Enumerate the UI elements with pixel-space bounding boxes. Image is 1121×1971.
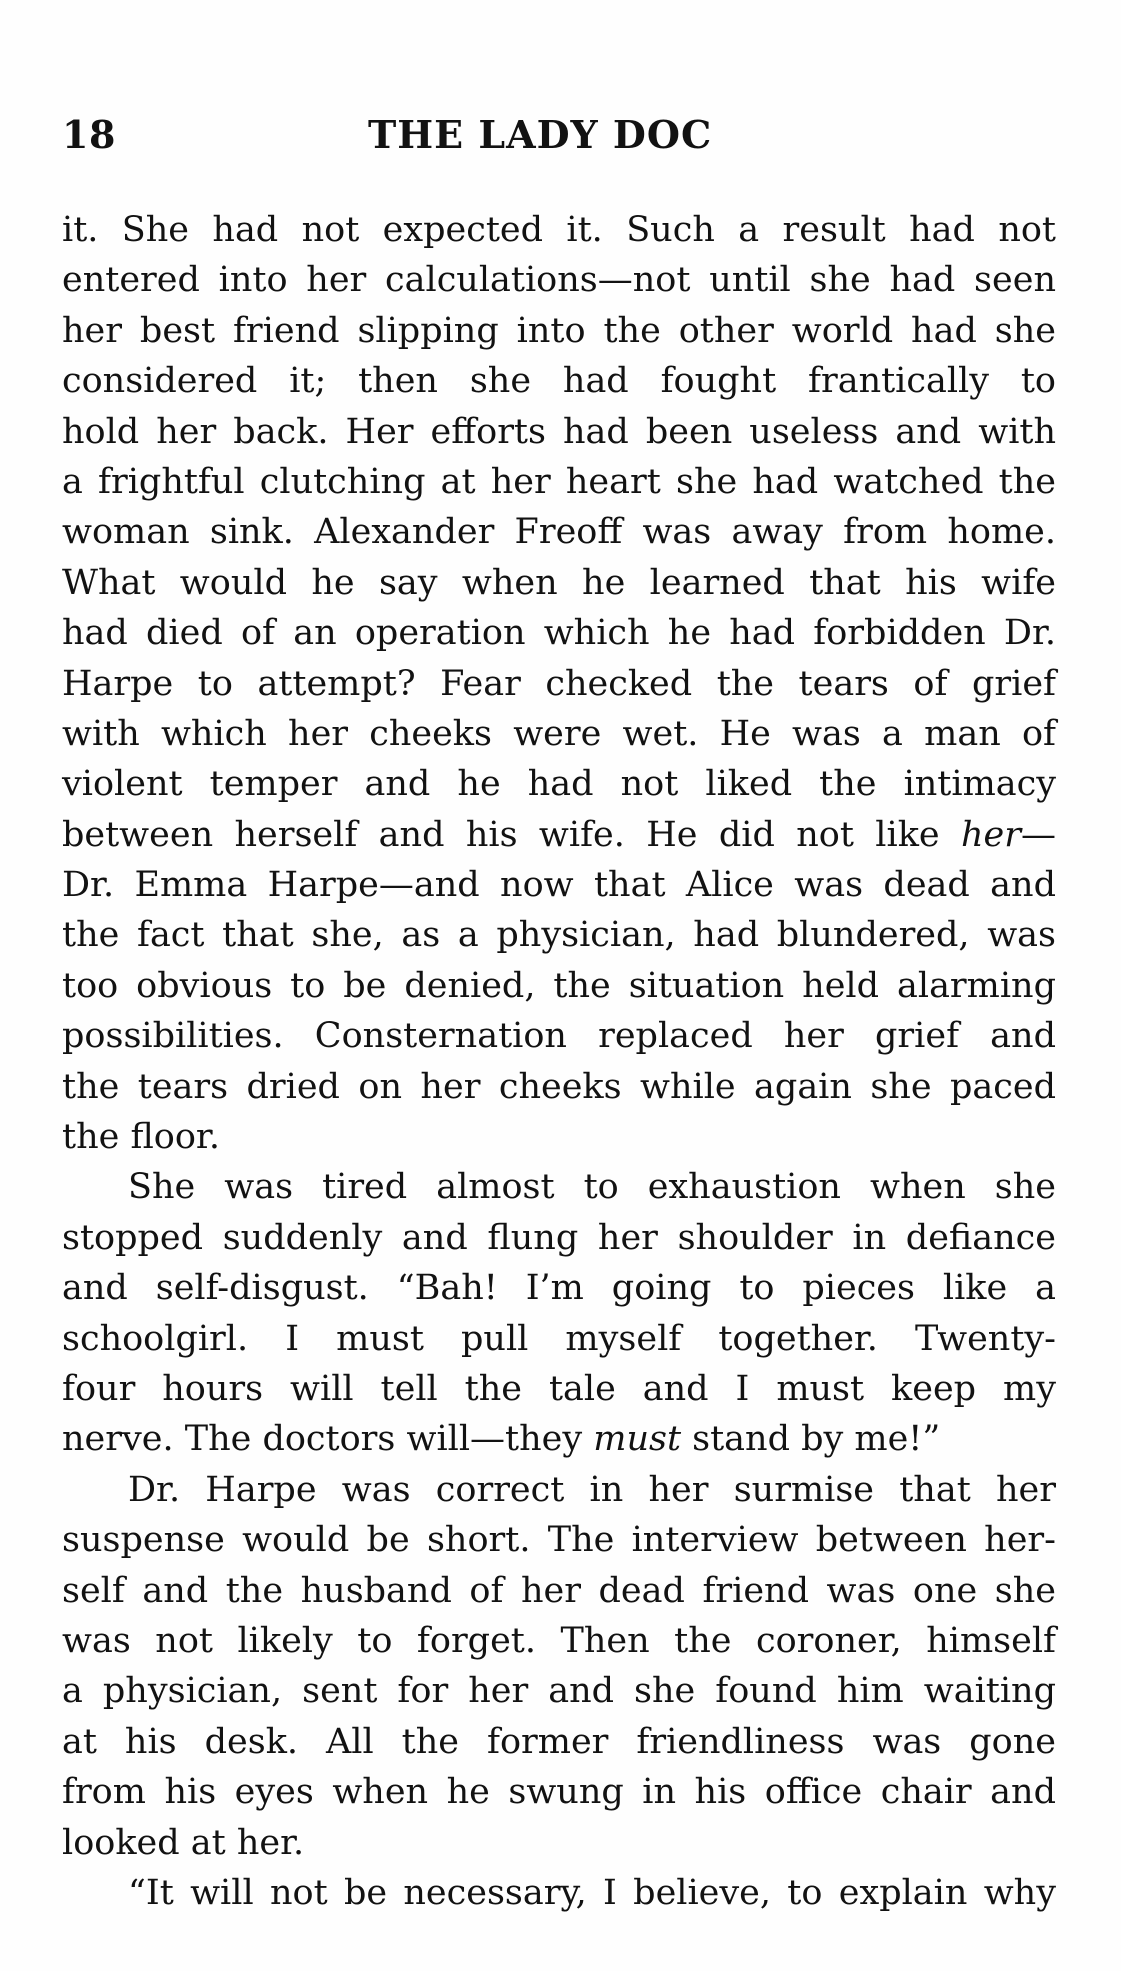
text-line: entered into her calculations—not until she had seen	[62, 260, 1056, 301]
text-line	[62, 810, 1056, 860]
text-line: suspense would be short. The interview between her-	[62, 1520, 1056, 1561]
page-number: 18	[62, 112, 116, 157]
text-line: was not likely to forget. Then the coroner, himself	[62, 1620, 1056, 1661]
text-run: —	[1021, 814, 1056, 855]
text-line: Harpe to attempt? Fear checked the tears of grief	[62, 663, 1056, 704]
text-line: schoolgirl. I must pull myself together. Twenty-	[62, 1318, 1056, 1359]
text-line: woman sink. Alexander Freoff was away from home.	[62, 512, 1056, 553]
text-line: the fact that she, as a physician, had blundered, was	[62, 915, 1056, 956]
text-line: possibilities. Consternation replaced her grief and	[62, 1016, 1056, 1057]
text-line: Dr. Emma Harpe—and now that Alice was dead and	[62, 865, 1056, 906]
text-line: from his eyes when he swung in his office chair and	[62, 1772, 1056, 1813]
text-run: between herself and his wife. He did not like	[62, 814, 961, 855]
text-line: a frightful clutching at her heart she had watched the	[62, 461, 1056, 502]
text-line: a physician, sent for her and she found him waiting	[62, 1671, 1056, 1712]
text-run: stand by me!”	[681, 1419, 941, 1460]
paragraph	[62, 1162, 1056, 1464]
text-line: What would he say when he learned that his wife	[62, 562, 1056, 603]
text-line: hold her back. Her efforts had been useless and with	[62, 411, 1056, 452]
body-text	[62, 205, 1056, 1918]
text-line: had died of an operation which he had forbidden Dr.	[62, 613, 1056, 654]
text-line: the floor.	[62, 1117, 220, 1158]
paragraph	[62, 1465, 1056, 1868]
text-line: stopped suddenly and flung her shoulder in defiance	[62, 1217, 1056, 1258]
text-run: nerve. The doctors will—they	[62, 1419, 594, 1460]
italic-text: must	[593, 1419, 682, 1460]
paragraph	[62, 205, 1056, 1162]
text-line: Dr. Harpe was correct in her surmise that her	[128, 1469, 1056, 1510]
text-line: at his desk. All the former friendliness was gone	[62, 1721, 1056, 1762]
text-line: “It will not be necessary, I believe, to explain why	[128, 1872, 1056, 1913]
text-line: four hours will tell the tale and I must keep my	[62, 1368, 1056, 1409]
italic-text: her	[961, 814, 1021, 855]
text-line: looked at her.	[62, 1822, 305, 1863]
text-line: violent temper and he had not liked the intimacy	[62, 764, 1056, 805]
paragraph	[62, 1868, 1056, 1918]
text-line	[62, 1414, 1056, 1464]
text-line: her best friend slipping into the other world had she	[62, 310, 1056, 351]
text-line: too obvious to be denied, the situation held alarming	[62, 965, 1056, 1006]
text-line: considered it; then she had fought frantically to	[62, 361, 1056, 402]
text-line: the tears dried on her cheeks while again she paced	[62, 1066, 1056, 1107]
text-line: self and the husband of her dead friend was one she	[62, 1570, 1056, 1611]
running-title: THE LADY DOC	[368, 112, 713, 157]
running-head	[62, 112, 1062, 162]
text-line: it. She had not expected it. Such a result had not	[62, 210, 1056, 250]
text-line: and self-disgust. “Bah! I’m going to pieces like a	[62, 1268, 1056, 1309]
text-line: She was tired almost to exhaustion when she	[128, 1167, 1056, 1208]
text-line: with which her cheeks were wet. He was a man of	[62, 713, 1056, 754]
